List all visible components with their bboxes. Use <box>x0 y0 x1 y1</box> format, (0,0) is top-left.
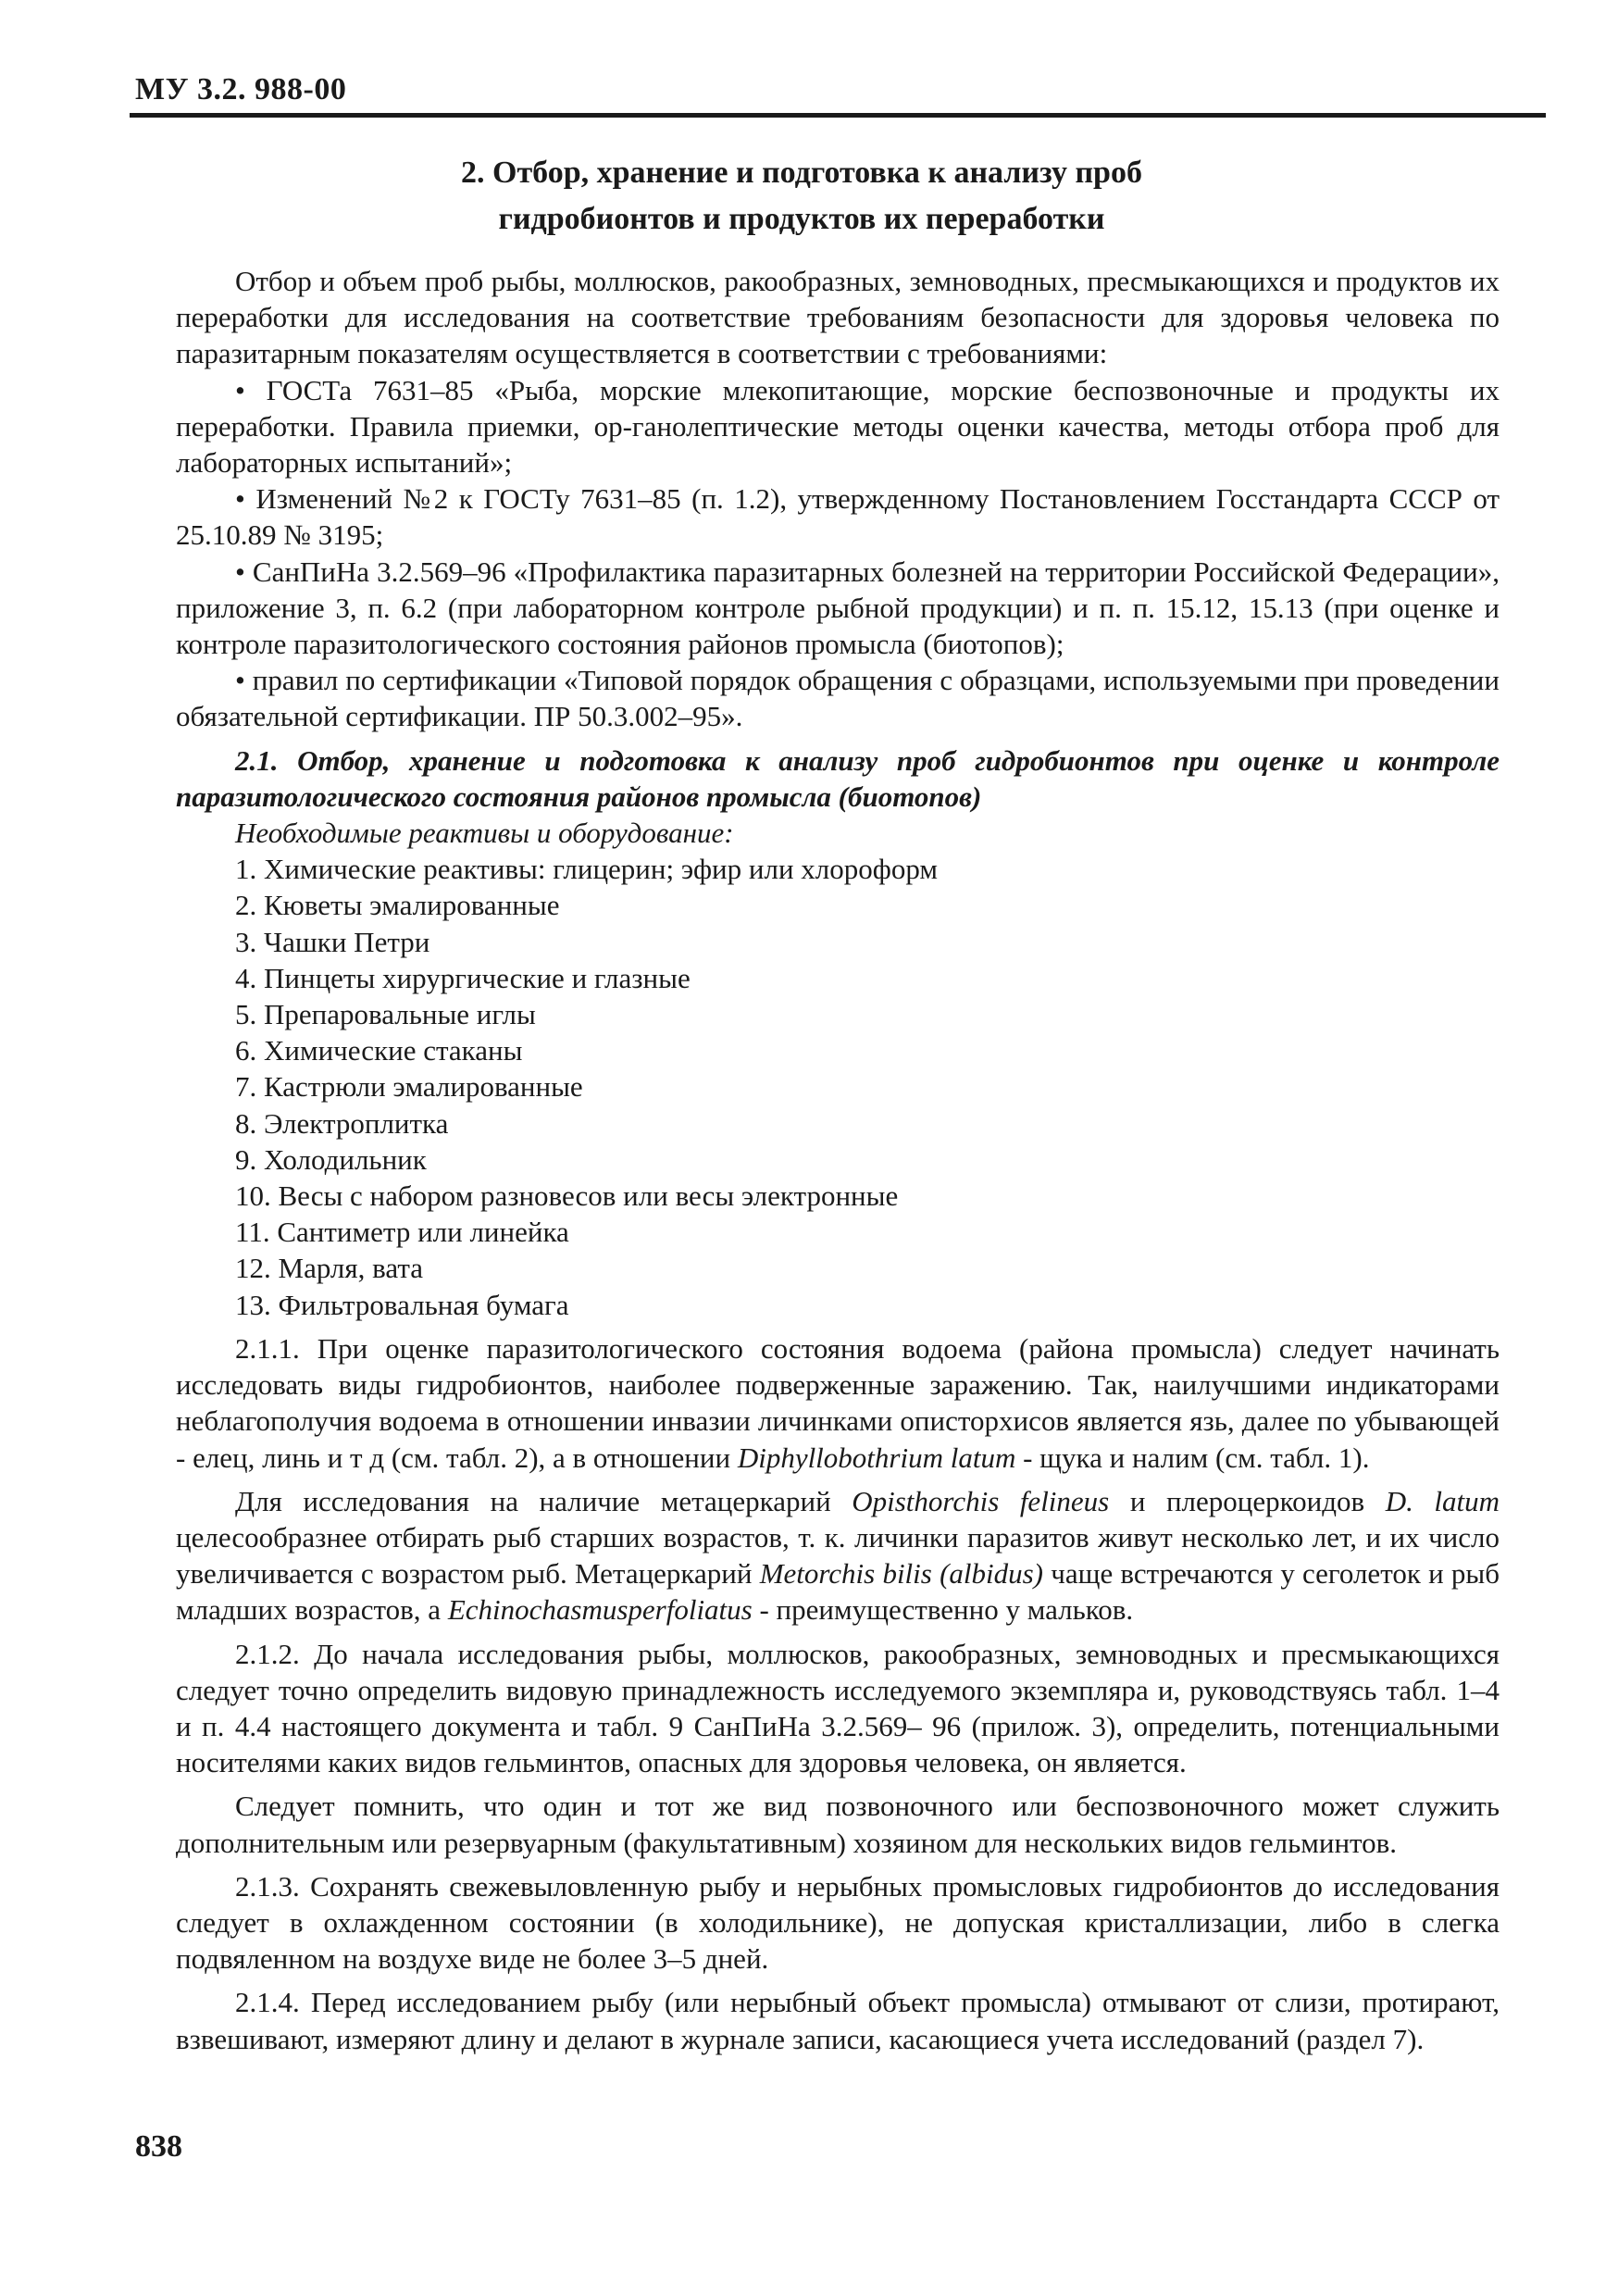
list-item: 8. Электроплитка <box>235 1106 449 1140</box>
equipment-heading: Необходимые реактивы и оборудование: <box>235 817 734 850</box>
species-name: D. latum <box>1385 1484 1500 1517</box>
list-item: 7. Кастрюли эмалированные <box>235 1070 583 1104</box>
paragraph-metacercariae <box>176 1483 1500 1628</box>
requirement-sanpin: • СанПиНа 3.2.569–96 «Профилактика паразитарных болезней на территории Российской Федерации», приложение 3, п. 6.2 (при лабораторном контроле рыбной продукции) и п. п. 15.12, 15.13 (при оценке и контроле паразитологического состояния районов промысла (биотопов); <box>176 555 1500 661</box>
list-item: 6. Химические стаканы <box>235 1034 523 1067</box>
list-item: 1. Химические реактивы: глицерин; эфир или хлороформ <box>235 853 938 886</box>
text-run: - преимущественно у мальков. <box>752 1593 1134 1627</box>
section-title-line-1: 2. Отбор, хранение и подготовка к анализу проб <box>461 156 1142 190</box>
species-name: Diphyllobothrium latum <box>737 1441 1016 1474</box>
paragraph-2-1-1 <box>176 1330 1500 1476</box>
subsection-title: 2.1. Отбор, хранение и подготовка к анализу проб гидробионтов при оценке и контроле паразитологического состояния районов промысла (биотопов) <box>176 743 1500 813</box>
list-item: 2. Кюветы эмалированные <box>235 889 560 922</box>
list-item: 5. Препаровальные иглы <box>235 998 536 1031</box>
paragraph-2-1-2: 2.1.2. До начала исследования рыбы, моллюсков, ракообразных, земноводных и пресмыкающихся следует точно определить видовую принадлежность исследуемого экземпляра и, руководствуясь табл. 1–4 и п. 4.4 настоящего документа и табл. 9 СанПиНа 3.2.569– 96 (прилож. 3), определить, потенциальными носителями каких видов гельминтов, опасных для здоровья человека, он является. <box>176 1637 1500 1779</box>
species-name: Opisthorchis felineus <box>852 1484 1110 1517</box>
list-item: 12. Марля, вата <box>235 1252 424 1285</box>
list-item: 11. Сантиметр или линейка <box>235 1216 569 1249</box>
text-run: и плероцеркоидов <box>1109 1484 1386 1517</box>
requirement-certification: • правил по сертификации «Типовой порядок обращения с образцами, используемыми при проведении обязательной сертификации. ПР 50.3.002–95». <box>176 664 1500 733</box>
intro-paragraph: Отбор и объем проб рыбы, моллюсков, ракообразных, земноводных, пресмыкающихся и продуктов их переработки для исследования на соответствие требованиям безопасности для здоровья человека по паразитарным показателям осуществляется в соответствии с требованиями: <box>176 265 1500 370</box>
body-text <box>176 263 1500 2057</box>
paragraph-2-1-4: 2.1.4. Перед исследованием рыбу (или нерыбный объект промысла) отмывают от слизи, протирают, взвешивают, измеряют длину и делают в журнале записи, касающиеся учета исследований (раздел 7). <box>176 1986 1500 2055</box>
text-run: целесообразнее отбирать рыб старших возрастов, т. к. личинки паразитов живут несколько лет, и их число увеличивается с возрастом рыб. Метацеркарий <box>176 1520 1500 1591</box>
list-item: 10. Весы с набором разновесов или весы электронные <box>235 1179 899 1213</box>
list-item: 4. Пинцеты хирургические и глазные <box>235 961 691 994</box>
text-run: 2.1.1. При оценке паразитологического состояния водоема (района промысла) следует начинать исследовать виды гидробионтов, наиболее подверженные заражению. Так, наилучшими индикаторами неблагополучия водоема в отношении инвазии личинками описторхисов является язь, далее по убывающей - елец, линь и т д (см. табл. 2), а в отношении <box>176 1331 1500 1474</box>
text-run: - щука и налим (см. табл. 1). <box>1015 1441 1370 1474</box>
running-header: МУ 3.2. 988-00 <box>135 72 347 106</box>
section-title <box>135 150 1468 243</box>
list-item: 9. Холодильник <box>235 1142 427 1176</box>
requirement-amendment: • Изменений №2 к ГОСТу 7631–85 (п. 1.2), утвержденному Постановлением Госстандарта СССР от 25.10.89 № 3195; <box>176 482 1500 552</box>
list-item: 13. Фильтровальная бумага <box>235 1288 569 1321</box>
page-number: 838 <box>135 2129 182 2164</box>
section-title-line-2: гидробионтов и продуктов их переработки <box>498 202 1105 236</box>
paragraph-remember: Следует помнить, что один и тот же вид позвоночного или беспозвоночного может служить дополнительным или резервуарным (факультативным) хозяином для нескольких видов гельминтов. <box>176 1790 1500 1859</box>
species-name: Echinochasmusperfoliatus <box>447 1593 753 1627</box>
species-name: Metorchis bilis (albidus) <box>759 1557 1044 1591</box>
header-rule <box>130 113 1546 118</box>
text-run: чаще встречаются у сеголеток и рыб младших возрастов, а <box>176 1557 1500 1627</box>
paragraph-2-1-3: 2.1.3. Сохранять свежевыловленную рыбу и нерыбных промысловых гидробионтов до исследования следует в охлажденном состоянии (в холодильнике), не допуская кристаллизации, либо в слегка подвяленном на воздухе виде не более 3–5 дней. <box>176 1869 1500 1976</box>
list-item: 3. Чашки Петри <box>235 925 430 958</box>
requirement-gost: • ГОСТа 7631–85 «Рыба, морские млекопитающие, морские беспозвоночные и продукты их переработки. Правила приемки, ор-ганолептические методы оценки качества, методы отбора проб для лабораторных испытаний»; <box>176 373 1500 480</box>
equipment-list <box>176 851 1500 1323</box>
text-run: Для исследования на наличие метацеркарий <box>235 1484 853 1517</box>
